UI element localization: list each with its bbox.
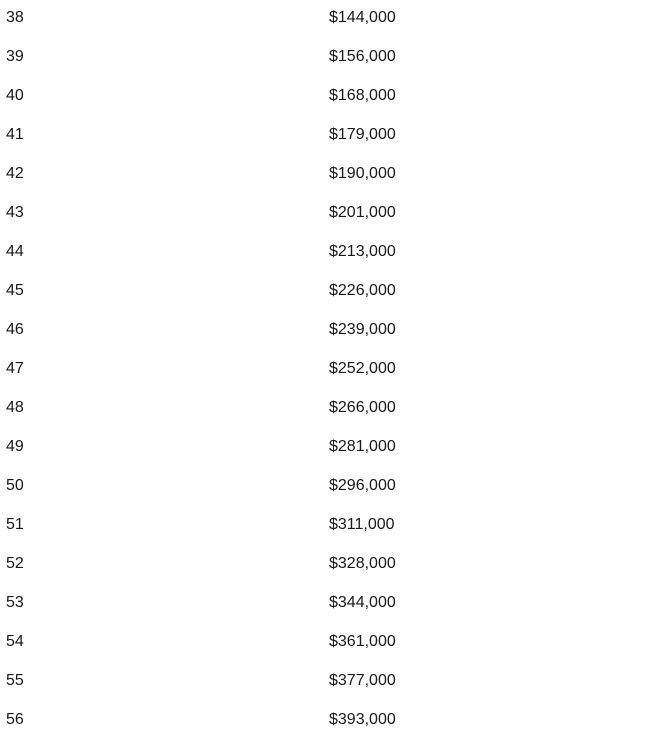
table-row — [0, 700, 646, 739]
age-cell: 53 — [6, 594, 24, 611]
table-row — [0, 466, 646, 505]
table-row — [0, 115, 646, 154]
value-cell: $190,000 — [329, 165, 396, 182]
value-cell: $393,000 — [329, 711, 396, 728]
age-cell: 40 — [6, 87, 24, 104]
table-row — [0, 661, 646, 700]
value-cell: $377,000 — [329, 672, 396, 689]
age-cell: 51 — [6, 516, 24, 533]
age-cell: 45 — [6, 282, 24, 299]
value-cell: $156,000 — [329, 48, 396, 65]
table-row — [0, 232, 646, 271]
value-cell: $226,000 — [329, 282, 396, 299]
value-cell: $296,000 — [329, 477, 396, 494]
table-row — [0, 349, 646, 388]
value-cell: $168,000 — [329, 87, 396, 104]
table-row — [0, 505, 646, 544]
age-cell: 50 — [6, 477, 24, 494]
value-cell: $252,000 — [329, 360, 396, 377]
table-row — [0, 427, 646, 466]
value-cell: $311,000 — [329, 516, 395, 533]
age-cell: 42 — [6, 165, 24, 182]
table-row — [0, 0, 646, 37]
value-cell: $239,000 — [329, 321, 396, 338]
value-cell: $201,000 — [329, 204, 396, 221]
age-cell: 49 — [6, 438, 24, 455]
table-row — [0, 310, 646, 349]
value-cell: $344,000 — [329, 594, 396, 611]
table-row — [0, 388, 646, 427]
age-cell: 41 — [6, 126, 24, 143]
age-cell: 39 — [6, 48, 24, 65]
age-cell: 43 — [6, 204, 24, 221]
age-cell: 46 — [6, 321, 24, 338]
table-row — [0, 544, 646, 583]
table-row — [0, 193, 646, 232]
age-cell: 55 — [6, 672, 24, 689]
age-cell: 54 — [6, 633, 24, 650]
value-cell: $328,000 — [329, 555, 396, 572]
table-row — [0, 622, 646, 661]
value-cell: $281,000 — [329, 438, 396, 455]
table-row — [0, 76, 646, 115]
age-cell: 48 — [6, 399, 24, 416]
value-cell: $179,000 — [329, 126, 396, 143]
table-row — [0, 583, 646, 622]
age-cell: 52 — [6, 555, 24, 572]
age-cell: 38 — [6, 9, 24, 26]
age-cell: 44 — [6, 243, 24, 260]
age-cell: 56 — [6, 711, 24, 728]
table-row — [0, 37, 646, 76]
table-row — [0, 271, 646, 310]
value-cell: $266,000 — [329, 399, 396, 416]
value-cell: $213,000 — [329, 243, 396, 260]
table-row — [0, 154, 646, 193]
value-cell: $361,000 — [329, 633, 396, 650]
value-cell: $144,000 — [329, 9, 396, 26]
age-cell: 47 — [6, 360, 24, 377]
